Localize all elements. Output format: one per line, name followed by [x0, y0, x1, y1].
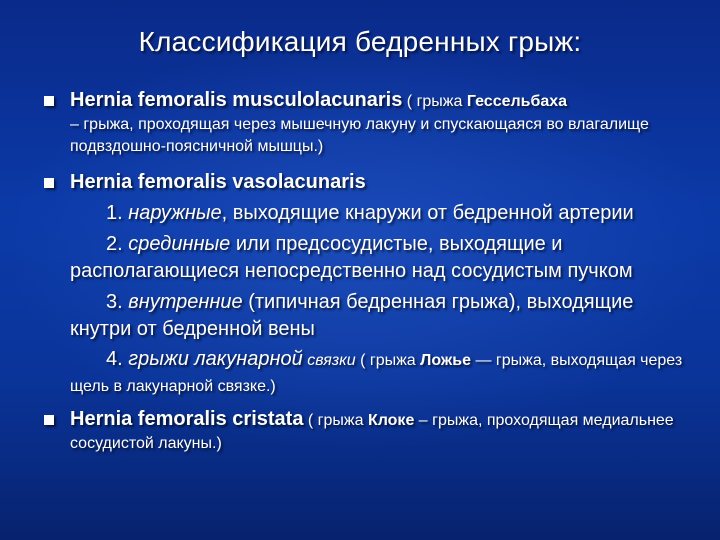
desc-text: – грыжа, проходящая через мышечную лакуну и спускающаяся во влагалище подвздошно-поясничной мышцы.): [70, 116, 649, 155]
subitem-term: внутренние: [128, 291, 243, 313]
subitem-number: 1.: [106, 202, 129, 224]
subitem-text: или предсосудистые, выходящие и располагающиеся непосредственно над сосудистым пучком: [70, 233, 633, 282]
subitem-number: 3.: [106, 291, 129, 313]
eponym: Ложье: [420, 352, 472, 369]
eponym: Клоке: [367, 412, 415, 429]
square-bullet-icon: [44, 96, 54, 106]
subitem-2: [70, 231, 690, 285]
desc-prefix: ( грыжа: [355, 352, 421, 369]
subitem-number: 4.: [106, 348, 129, 370]
list-item-musculolacunaris: [40, 86, 690, 158]
subitem-term: срединные: [128, 233, 231, 255]
latin-term: Hernia femoralis vasolacunaris: [70, 171, 366, 193]
subitem-1: [70, 200, 690, 227]
desc-text: — грыжа, выходящая через щель в лакунарной связке.): [70, 352, 683, 395]
latin-term: Hernia femoralis musculolacunaris: [70, 89, 403, 111]
desc-prefix: ( грыжа: [402, 93, 467, 110]
desc-prefix: ( грыжа: [303, 412, 368, 429]
slide-title: Классификация бедренных грыж:: [138, 26, 582, 57]
list-item-cristata: [40, 405, 690, 455]
list-item-vasolacunaris: [40, 168, 690, 399]
subitem-term-small: связки: [302, 352, 356, 369]
subitem-term: наружные: [128, 202, 222, 224]
subitem-text: (типичная бедренная грыжа), выходящие кнутри от бедренной вены: [70, 291, 634, 340]
square-bullet-icon: [44, 415, 54, 425]
slide-content: [40, 86, 690, 455]
subitem-4: [70, 347, 690, 399]
subitem-3: [70, 289, 690, 343]
latin-term: Hernia femoralis cristata: [70, 408, 304, 430]
subitem-number: 2.: [106, 233, 129, 255]
eponym: Гессельбаха: [466, 93, 568, 110]
square-bullet-icon: [44, 178, 54, 188]
desc-text: – грыжа, проходящая медиальнее сосудистой лакуны.): [70, 412, 674, 452]
subitem-text: , выходящие кнаружи от бедренной артерии: [221, 202, 634, 224]
subitem-term: грыжи лакунарной: [128, 348, 303, 370]
